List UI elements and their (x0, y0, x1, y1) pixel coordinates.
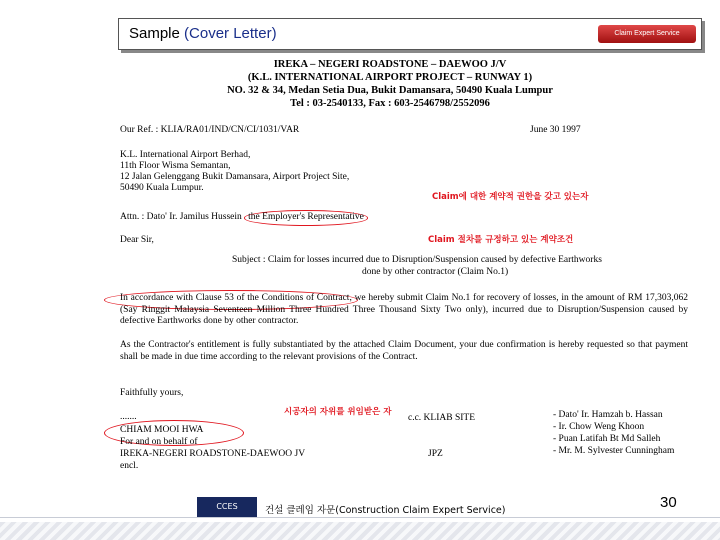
annotation-claim-procedure: Claim 절차를 규정하고 있는 계약조건 (428, 235, 574, 245)
signature-dots: ....... (120, 412, 137, 422)
salutation: Dear Sir, (120, 235, 154, 245)
cces-logo: CCES (197, 497, 257, 517)
letter-date: June 30 1997 (530, 125, 581, 135)
signatory-for: For and on behalf of (120, 437, 198, 447)
attention-line: Attn. : Dato' Ir. Jamilus Hussein the Employer's Representative (120, 210, 368, 226)
signatory-company: IREKA-NEGERI ROADSTONE-DAEWOO JV (120, 449, 306, 459)
clause-reference: In accordance with Clause 53 of the Conditions of Contract, (120, 293, 352, 303)
slide-title-paren: (Cover Letter) (184, 25, 277, 42)
paragraph-claim: In accordance with Clause 53 of the Conditions of Contract, we hereby submit Claim No.1 for recovery of losses, in the amount of RM 17,303,062 (Say Ringgit Malaysia Seventeen Million Three Hundred Three Thousand Sixty Two only), incurred due to Disruption/Suspension caused by defective Earthworks done by other contractor. (120, 293, 689, 326)
annotation-claim-authority: Claim에 대한 계약적 권한을 갖고 있는자 (432, 192, 589, 202)
enclosure: encl. (120, 461, 139, 471)
paragraph-entitlement: As the Contractor's entitlement is fully substantiated by the attached Claim Document, your due confirmation is hereby requested so that payment shall be made in due time according to the relevant provisions of the Contract. (120, 340, 688, 362)
letterhead-line4: Tel : 03-2540133, Fax : 603-2546798/2552096 (290, 98, 490, 109)
cc-recipient-2: - Ir. Chow Weng Khoon (553, 422, 645, 432)
letterhead-line1: IREKA – NEGERI ROADSTONE – DAEWOO J/V (273, 59, 507, 70)
cc-jpz: JPZ (428, 449, 443, 459)
slide-title: Sample (Cover Letter) (129, 25, 277, 42)
subject-line1: Subject : Claim for losses incurred due to Disruption/Suspension caused by defective Earthworks (232, 255, 602, 265)
page-number: 30 (660, 494, 677, 511)
cc-recipient-4: - Mr. M. Sylvester Cunningham (553, 446, 675, 456)
address-line4: 50490 Kuala Lumpur. (120, 183, 204, 193)
closing: Faithfully yours, (120, 388, 184, 398)
signatory-name: CHIAM MOOI HWA (120, 425, 204, 435)
our-ref: Our Ref. : KLIA/RA01/IND/CN/CI/1031/VAR (120, 125, 300, 135)
circled-employer-rep: the Employer's Representative (244, 210, 368, 226)
address-line3: 12 Jalan Gelenggang Bukit Damansara, Airport Project Site, (120, 172, 350, 182)
cc-recipient-1: - Dato' Ir. Hamzah b. Hassan (553, 410, 663, 420)
cc-recipient-3: - Puan Latifah Bt Md Salleh (553, 434, 661, 444)
letterhead-line3: NO. 32 & 34, Medan Setia Dua, Bukit Damansara, 50490 Kuala Lumpur (227, 85, 553, 96)
address-line1: K.L. International Airport Berhad, (120, 150, 251, 160)
subject-line2: done by other contractor (Claim No.1) (362, 267, 509, 277)
cc-kliab-site: c.c. KLIAB SITE (408, 413, 476, 423)
footer-caption: 건설 클레임 자문(Construction Claim Expert Service) (265, 505, 506, 516)
letterhead-line2: (K.L. INTERNATIONAL AIRPORT PROJECT – RUNWAY 1) (247, 72, 533, 83)
address-line2: 11th Floor Wisma Semantan, (120, 161, 231, 171)
footer-rule (0, 517, 720, 518)
slide-title-box (118, 18, 702, 50)
claim-expert-badge: Claim Expert Service (598, 25, 696, 43)
annotation-delegated-authority: 시공자의 자위를 위임받은 자 (284, 407, 392, 417)
footer-pattern-strip (0, 522, 720, 540)
